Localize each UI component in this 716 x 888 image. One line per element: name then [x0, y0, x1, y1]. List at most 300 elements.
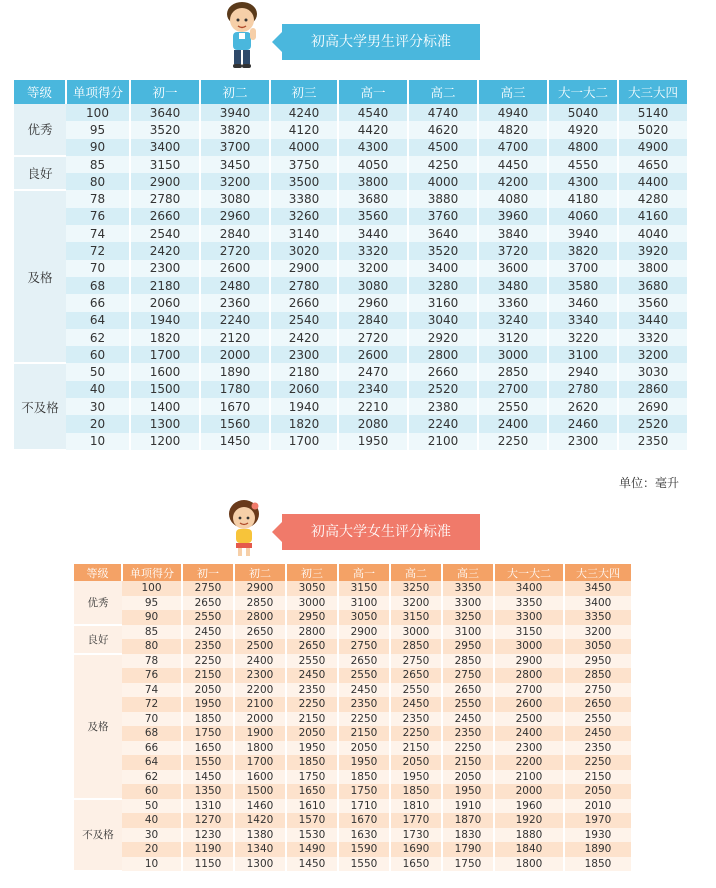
score-cell: 72	[122, 697, 182, 712]
value-cell: 2060	[270, 381, 338, 398]
value-cell: 4280	[618, 190, 688, 207]
value-cell: 4620	[408, 121, 478, 138]
table-row	[74, 828, 632, 843]
value-cell: 4250	[408, 156, 478, 173]
value-cell: 3820	[200, 121, 270, 138]
value-cell: 3280	[408, 277, 478, 294]
value-cell: 4120	[270, 121, 338, 138]
value-cell: 3020	[270, 242, 338, 259]
value-cell: 3300	[442, 596, 494, 611]
table-row	[14, 139, 688, 156]
column-header: 高三	[478, 80, 548, 104]
column-header: 高二	[408, 80, 478, 104]
value-cell: 2400	[494, 726, 564, 741]
value-cell: 1840	[494, 842, 564, 857]
value-cell: 2900	[234, 581, 286, 596]
value-cell: 1550	[338, 857, 390, 872]
value-cell: 3560	[338, 208, 408, 225]
value-cell: 2600	[494, 697, 564, 712]
value-cell: 1950	[286, 741, 338, 756]
table-row	[14, 208, 688, 225]
column-header: 大三大四	[618, 80, 688, 104]
value-cell: 3680	[618, 277, 688, 294]
value-cell: 2750	[390, 654, 442, 669]
value-cell: 2800	[408, 346, 478, 363]
value-cell: 2960	[338, 294, 408, 311]
value-cell: 3400	[408, 260, 478, 277]
value-cell: 2050	[442, 770, 494, 785]
column-header: 高一	[338, 564, 390, 581]
value-cell: 3100	[548, 346, 618, 363]
value-cell: 5020	[618, 121, 688, 138]
value-cell: 3150	[338, 581, 390, 596]
value-cell: 2690	[618, 398, 688, 415]
value-cell: 4500	[408, 139, 478, 156]
value-cell: 2150	[390, 741, 442, 756]
value-cell: 2050	[182, 683, 234, 698]
column-header: 初二	[234, 564, 286, 581]
value-cell: 2250	[390, 726, 442, 741]
value-cell: 3700	[200, 139, 270, 156]
value-cell: 3240	[478, 312, 548, 329]
table-row	[74, 581, 632, 596]
value-cell: 4800	[548, 139, 618, 156]
value-cell: 2850	[478, 363, 548, 380]
value-cell: 3680	[338, 190, 408, 207]
value-cell: 2660	[270, 294, 338, 311]
value-cell: 2010	[564, 799, 632, 814]
grade-cell: 不及格	[74, 799, 122, 872]
value-cell: 3760	[408, 208, 478, 225]
table-row	[74, 770, 632, 785]
score-cell: 78	[66, 190, 130, 207]
table-row	[74, 683, 632, 698]
value-cell: 2500	[234, 639, 286, 654]
value-cell: 2900	[270, 260, 338, 277]
value-cell: 1600	[130, 363, 200, 380]
value-cell: 2660	[408, 363, 478, 380]
value-cell: 1450	[200, 433, 270, 450]
value-cell: 3460	[548, 294, 618, 311]
value-cell: 2150	[338, 726, 390, 741]
value-cell: 3360	[478, 294, 548, 311]
value-cell: 3080	[338, 277, 408, 294]
score-cell: 20	[66, 415, 130, 432]
value-cell: 1310	[182, 799, 234, 814]
value-cell: 3200	[200, 173, 270, 190]
value-cell: 1300	[234, 857, 286, 872]
value-cell: 3800	[618, 260, 688, 277]
value-cell: 1780	[200, 381, 270, 398]
boy-title: 初高大学男生评分标准	[311, 34, 451, 50]
table-row	[14, 156, 688, 173]
grade-cell: 及格	[74, 654, 122, 799]
table-row	[14, 104, 688, 121]
value-cell: 1940	[130, 312, 200, 329]
value-cell: 2350	[618, 433, 688, 450]
value-cell: 2150	[442, 755, 494, 770]
girl-avatar-icon	[224, 498, 268, 558]
value-cell: 2300	[130, 260, 200, 277]
score-cell: 95	[122, 596, 182, 611]
value-cell: 3250	[442, 610, 494, 625]
value-cell: 1650	[390, 857, 442, 872]
value-cell: 3600	[478, 260, 548, 277]
unit-label: 单位：毫升	[619, 476, 680, 490]
value-cell: 2400	[234, 654, 286, 669]
grade-cell: 优秀	[74, 581, 122, 625]
value-cell: 4940	[478, 104, 548, 121]
value-cell: 2180	[270, 363, 338, 380]
score-cell: 70	[122, 712, 182, 727]
column-header: 大一大二	[548, 80, 618, 104]
table-row	[74, 654, 632, 669]
value-cell: 2850	[390, 639, 442, 654]
column-header: 高三	[442, 564, 494, 581]
value-cell: 1890	[200, 363, 270, 380]
value-cell: 1800	[494, 857, 564, 872]
value-cell: 1400	[130, 398, 200, 415]
score-cell: 30	[122, 828, 182, 843]
value-cell: 3320	[338, 242, 408, 259]
value-cell: 1820	[270, 415, 338, 432]
score-cell: 76	[122, 668, 182, 683]
value-cell: 2300	[234, 668, 286, 683]
value-cell: 4540	[338, 104, 408, 121]
score-cell: 10	[122, 857, 182, 872]
value-cell: 5040	[548, 104, 618, 121]
value-cell: 2150	[182, 668, 234, 683]
value-cell: 2550	[182, 610, 234, 625]
value-cell: 3300	[494, 610, 564, 625]
grade-cell: 优秀	[14, 104, 66, 156]
table-row	[14, 381, 688, 398]
value-cell: 4300	[548, 173, 618, 190]
value-cell: 1930	[564, 828, 632, 843]
value-cell: 1970	[564, 813, 632, 828]
value-cell: 3520	[408, 242, 478, 259]
value-cell: 3450	[564, 581, 632, 596]
value-cell: 1560	[200, 415, 270, 432]
boy-avatar-icon	[222, 0, 268, 72]
value-cell: 2420	[270, 329, 338, 346]
table-row	[14, 190, 688, 207]
value-cell: 2450	[390, 697, 442, 712]
value-cell: 1950	[182, 697, 234, 712]
value-cell: 2150	[564, 770, 632, 785]
score-cell: 76	[66, 208, 130, 225]
value-cell: 2660	[130, 208, 200, 225]
score-cell: 74	[66, 225, 130, 242]
value-cell: 2850	[234, 596, 286, 611]
girl-title-banner	[282, 514, 480, 550]
score-cell: 60	[122, 784, 182, 799]
value-cell: 2800	[494, 668, 564, 683]
value-cell: 3150	[494, 625, 564, 640]
value-cell: 2800	[234, 610, 286, 625]
value-cell: 4820	[478, 121, 548, 138]
value-cell: 2550	[390, 683, 442, 698]
value-cell: 3700	[548, 260, 618, 277]
score-cell: 66	[66, 294, 130, 311]
value-cell: 3160	[408, 294, 478, 311]
value-cell: 4160	[618, 208, 688, 225]
value-cell: 3720	[478, 242, 548, 259]
value-cell: 2960	[200, 208, 270, 225]
value-cell: 3380	[270, 190, 338, 207]
value-cell: 2120	[200, 329, 270, 346]
value-cell: 2900	[338, 625, 390, 640]
value-cell: 2800	[286, 625, 338, 640]
table-row	[74, 799, 632, 814]
score-cell: 85	[122, 625, 182, 640]
value-cell: 3640	[130, 104, 200, 121]
value-cell: 2460	[548, 415, 618, 432]
value-cell: 2650	[442, 683, 494, 698]
value-cell: 1350	[182, 784, 234, 799]
value-cell: 3050	[564, 639, 632, 654]
value-cell: 1650	[182, 741, 234, 756]
value-cell: 2250	[564, 755, 632, 770]
value-cell: 4050	[338, 156, 408, 173]
table-row	[74, 610, 632, 625]
value-cell: 2520	[408, 381, 478, 398]
value-cell: 1800	[234, 741, 286, 756]
value-cell: 1700	[234, 755, 286, 770]
value-cell: 2650	[234, 625, 286, 640]
value-cell: 1850	[564, 857, 632, 872]
column-header: 高二	[390, 564, 442, 581]
value-cell: 3560	[618, 294, 688, 311]
value-cell: 2000	[494, 784, 564, 799]
value-cell: 2450	[564, 726, 632, 741]
table-row	[74, 784, 632, 799]
value-cell: 3920	[618, 242, 688, 259]
value-cell: 4740	[408, 104, 478, 121]
value-cell: 1230	[182, 828, 234, 843]
table-row	[74, 712, 632, 727]
table-row	[74, 697, 632, 712]
value-cell: 3100	[442, 625, 494, 640]
score-cell: 64	[122, 755, 182, 770]
score-cell: 20	[122, 842, 182, 857]
value-cell: 2650	[182, 596, 234, 611]
column-header: 单项得分	[66, 80, 130, 104]
table-row	[14, 433, 688, 450]
value-cell: 1450	[182, 770, 234, 785]
value-cell: 2000	[200, 346, 270, 363]
value-cell: 3050	[338, 610, 390, 625]
value-cell: 2450	[286, 668, 338, 683]
table-row	[74, 741, 632, 756]
value-cell: 2080	[338, 415, 408, 432]
score-cell: 90	[66, 139, 130, 156]
table-row	[74, 668, 632, 683]
value-cell: 3050	[286, 581, 338, 596]
girl-title: 初高大学女生评分标准	[311, 524, 451, 540]
value-cell: 4200	[478, 173, 548, 190]
value-cell: 2850	[442, 654, 494, 669]
value-cell: 3000	[494, 639, 564, 654]
value-cell: 1820	[130, 329, 200, 346]
value-cell: 2350	[286, 683, 338, 698]
value-cell: 1690	[390, 842, 442, 857]
value-cell: 3350	[442, 581, 494, 596]
table-row	[74, 625, 632, 640]
value-cell: 2550	[338, 668, 390, 683]
table-row	[14, 260, 688, 277]
grade-cell: 良好	[74, 625, 122, 654]
value-cell: 4550	[548, 156, 618, 173]
value-cell: 1950	[338, 755, 390, 770]
grade-cell: 不及格	[14, 363, 66, 449]
value-cell: 5140	[618, 104, 688, 121]
value-cell: 1610	[286, 799, 338, 814]
value-cell: 3480	[478, 277, 548, 294]
value-cell: 3940	[548, 225, 618, 242]
boy-score-table	[14, 80, 689, 451]
value-cell: 3150	[390, 610, 442, 625]
value-cell: 3150	[130, 156, 200, 173]
value-cell: 1670	[338, 813, 390, 828]
value-cell: 2340	[338, 381, 408, 398]
table-row	[14, 225, 688, 242]
value-cell: 2550	[478, 398, 548, 415]
column-header: 高一	[338, 80, 408, 104]
value-cell: 2250	[442, 741, 494, 756]
score-cell: 40	[66, 381, 130, 398]
value-cell: 3040	[408, 312, 478, 329]
value-cell: 2750	[442, 668, 494, 683]
value-cell: 2250	[478, 433, 548, 450]
value-cell: 4900	[618, 139, 688, 156]
value-cell: 1750	[338, 784, 390, 799]
table-row	[14, 121, 688, 138]
value-cell: 3400	[130, 139, 200, 156]
value-cell: 2200	[494, 755, 564, 770]
value-cell: 2300	[270, 346, 338, 363]
value-cell: 4240	[270, 104, 338, 121]
value-cell: 3260	[270, 208, 338, 225]
score-cell: 95	[66, 121, 130, 138]
value-cell: 3520	[130, 121, 200, 138]
value-cell: 4450	[478, 156, 548, 173]
value-cell: 1950	[442, 784, 494, 799]
value-cell: 1590	[338, 842, 390, 857]
value-cell: 2300	[494, 741, 564, 756]
value-cell: 2450	[442, 712, 494, 727]
value-cell: 1300	[130, 415, 200, 432]
value-cell: 2240	[408, 415, 478, 432]
value-cell: 1790	[442, 842, 494, 857]
value-cell: 2200	[234, 683, 286, 698]
value-cell: 2750	[564, 683, 632, 698]
value-cell: 4300	[338, 139, 408, 156]
value-cell: 3440	[618, 312, 688, 329]
score-cell: 74	[122, 683, 182, 698]
value-cell: 2350	[338, 697, 390, 712]
value-cell: 2650	[286, 639, 338, 654]
value-cell: 2400	[478, 415, 548, 432]
value-cell: 2350	[390, 712, 442, 727]
value-cell: 1830	[442, 828, 494, 843]
value-cell: 4040	[618, 225, 688, 242]
value-cell: 1710	[338, 799, 390, 814]
value-cell: 2520	[618, 415, 688, 432]
value-cell: 1380	[234, 828, 286, 843]
value-cell: 4700	[478, 139, 548, 156]
value-cell: 3500	[270, 173, 338, 190]
value-cell: 1920	[494, 813, 564, 828]
value-cell: 3800	[338, 173, 408, 190]
value-cell: 2540	[130, 225, 200, 242]
value-cell: 1950	[390, 770, 442, 785]
value-cell: 1340	[234, 842, 286, 857]
value-cell: 3400	[494, 581, 564, 596]
value-cell: 1730	[390, 828, 442, 843]
table-row	[14, 312, 688, 329]
table-row	[14, 277, 688, 294]
value-cell: 2600	[338, 346, 408, 363]
value-cell: 3200	[338, 260, 408, 277]
value-cell: 2380	[408, 398, 478, 415]
value-cell: 4000	[270, 139, 338, 156]
value-cell: 1770	[390, 813, 442, 828]
score-cell: 85	[66, 156, 130, 173]
value-cell: 2700	[478, 381, 548, 398]
value-cell: 2360	[200, 294, 270, 311]
table-row	[14, 173, 688, 190]
value-cell: 1550	[182, 755, 234, 770]
value-cell: 2050	[390, 755, 442, 770]
value-cell: 1870	[442, 813, 494, 828]
value-cell: 2600	[200, 260, 270, 277]
value-cell: 1270	[182, 813, 234, 828]
value-cell: 1630	[338, 828, 390, 843]
value-cell: 2500	[494, 712, 564, 727]
table-row	[14, 398, 688, 415]
boy-title-banner	[282, 24, 480, 60]
column-header: 初二	[200, 80, 270, 104]
value-cell: 2050	[286, 726, 338, 741]
value-cell: 3220	[548, 329, 618, 346]
score-cell: 100	[66, 104, 130, 121]
value-cell: 3100	[338, 596, 390, 611]
value-cell: 1880	[494, 828, 564, 843]
value-cell: 2550	[286, 654, 338, 669]
table-row	[74, 857, 632, 872]
score-cell: 50	[122, 799, 182, 814]
table-row	[74, 726, 632, 741]
value-cell: 2650	[564, 697, 632, 712]
value-cell: 1810	[390, 799, 442, 814]
score-cell: 100	[122, 581, 182, 596]
table-row	[74, 813, 632, 828]
value-cell: 2350	[182, 639, 234, 654]
value-cell: 2150	[286, 712, 338, 727]
value-cell: 1940	[270, 398, 338, 415]
value-cell: 3820	[548, 242, 618, 259]
value-cell: 1500	[234, 784, 286, 799]
value-cell: 4920	[548, 121, 618, 138]
table-row	[74, 596, 632, 611]
table-row	[14, 329, 688, 346]
value-cell: 1700	[270, 433, 338, 450]
value-cell: 2350	[564, 741, 632, 756]
value-cell: 2650	[338, 654, 390, 669]
value-cell: 3250	[390, 581, 442, 596]
value-cell: 2620	[548, 398, 618, 415]
